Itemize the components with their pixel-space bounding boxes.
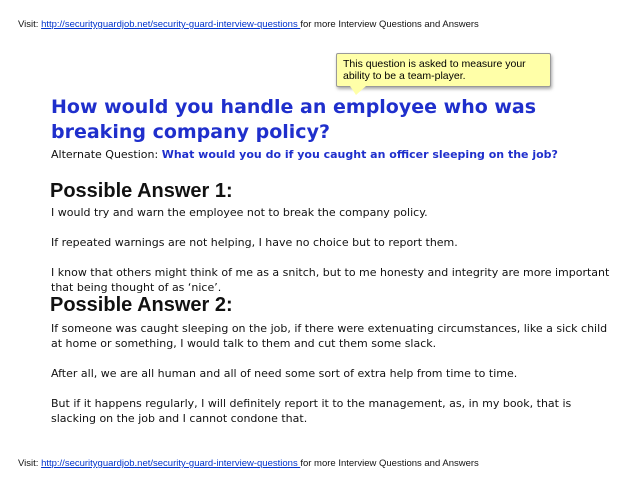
answer-1-paragraph-2: If repeated warnings are not helping, I have no choice but to report them. [51, 236, 458, 249]
answer-1-paragraph-3: I know that others might think of me as a snitch, but to me honesty and integrity are more important that being thought of as ‘nice’. [51, 266, 610, 294]
visit-link[interactable]: http://securityguardjob.net/security-guard-interview-questions [41, 19, 301, 30]
visit-prefix: Visit: [18, 458, 42, 469]
callout-note: This question is asked to measure your ability to be a team-player. [336, 53, 551, 87]
alternate-text: What would you do if you caught an officer sleeping on the job? [161, 148, 558, 161]
alternate-question [51, 147, 611, 162]
visit-bar-top [18, 19, 479, 30]
callout-tail [350, 86, 366, 95]
visit-suffix: for more Interview Questions and Answers [300, 458, 479, 469]
question-title: How would you handle an employee who was breaking company policy? [51, 96, 537, 143]
answer-1-heading: Possible Answer 1: [50, 180, 233, 202]
visit-prefix: Visit: [18, 19, 42, 30]
answer-2-paragraph-1: If someone was caught sleeping on the job, if there were extenuating circumstances, like a sick child at home or something, I would talk to them and cut them some slack. [51, 322, 608, 350]
answer-2-paragraph-3: But if it happens regularly, I will definitely report it to the management, as, in my book, that is slacking on the job and I cannot condone that. [51, 397, 572, 425]
visit-suffix: for more Interview Questions and Answers [300, 19, 479, 30]
visit-link[interactable]: http://securityguardjob.net/security-guard-interview-questions [41, 458, 301, 469]
answer-2-heading: Possible Answer 2: [50, 294, 233, 316]
visit-bar-bottom [18, 458, 479, 469]
answer-2-paragraph-2: After all, we are all human and all of need some sort of extra help from time to time. [51, 367, 518, 380]
alternate-label: Alternate Question: [51, 148, 162, 161]
answer-1-paragraph-1: I would try and warn the employee not to break the company policy. [51, 206, 428, 219]
